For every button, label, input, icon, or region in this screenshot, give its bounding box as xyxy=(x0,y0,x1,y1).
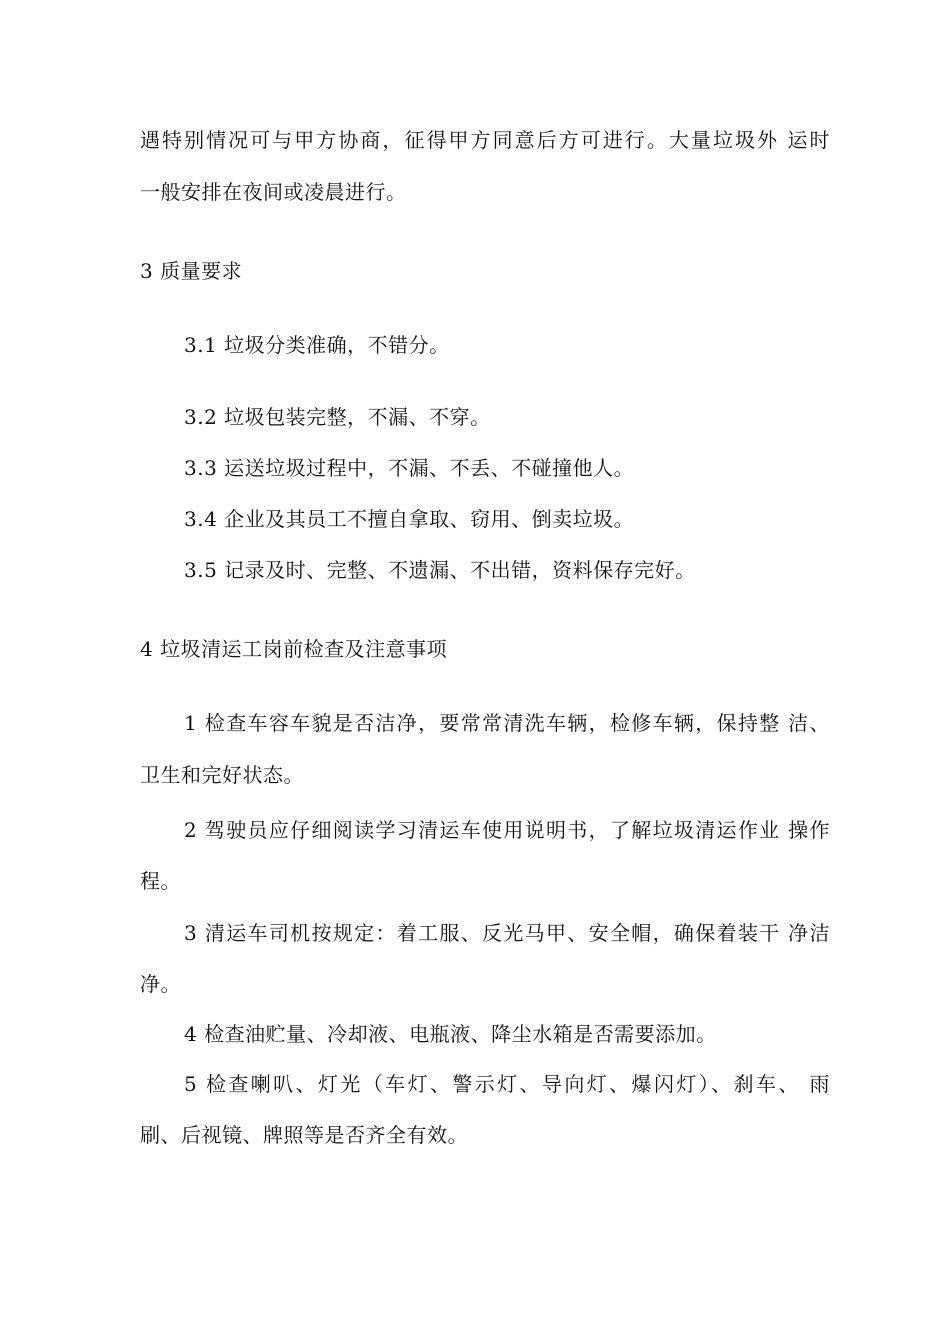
section-3-item-3: 3.3 运送垃圾过程中，不漏、不丢、不碰撞他人。 xyxy=(184,456,635,480)
intro-line-2: 一般安排在夜间或凌晨进行。 xyxy=(140,180,407,204)
section-3-heading: 3 质量要求 xyxy=(140,259,243,283)
section-4-item-2-line-1: 2 驾驶员应仔细阅读学习清运车使用说明书，了解垃圾清运作业 操作 xyxy=(184,818,830,842)
section-4-item-4-line-1: 4 检查油贮量、冷却液、电瓶液、降尘水箱是否需要添加。 xyxy=(184,1022,717,1046)
section-3-item-4: 3.4 企业及其员工不擅自拿取、窃用、倒卖垃圾。 xyxy=(184,507,635,531)
section-4-item-3-line-1: 3 清运车司机按规定：着工服、反光马甲、安全帽，确保着装干 净洁 xyxy=(184,921,830,945)
section-4-item-3-line-2: 净。 xyxy=(140,972,181,996)
section-3-item-2: 3.2 垃圾包装完整，不漏、不穿。 xyxy=(184,405,491,429)
section-4-heading: 4 垃圾清运工岗前检查及注意事项 xyxy=(140,637,448,661)
section-4-item-1-line-2: 卫生和完好状态。 xyxy=(140,763,304,787)
section-4-item-1-line-1: 1 检查车容车貌是否洁净，要常常清洗车辆，检修车辆，保持整 洁、 xyxy=(184,711,830,735)
intro-line-1: 遇特别情况可与甲方协商，征得甲方同意后方可进行。大量垃圾外 运时 xyxy=(140,128,830,152)
section-4-item-5-line-2: 刷、后视镜、牌照等是否齐全有效。 xyxy=(140,1123,468,1147)
section-3-item-1: 3.1 垃圾分类准确，不错分。 xyxy=(184,333,450,357)
section-4-item-5-line-1: 5 检查喇叭、灯光（车灯、警示灯、导向灯、爆闪灯）、刹车、 雨 xyxy=(184,1072,830,1096)
section-3-item-5: 3.5 记录及时、完整、不遗漏、不出错，资料保存完好。 xyxy=(184,558,696,582)
section-4-item-2-line-2: 程。 xyxy=(140,869,181,893)
